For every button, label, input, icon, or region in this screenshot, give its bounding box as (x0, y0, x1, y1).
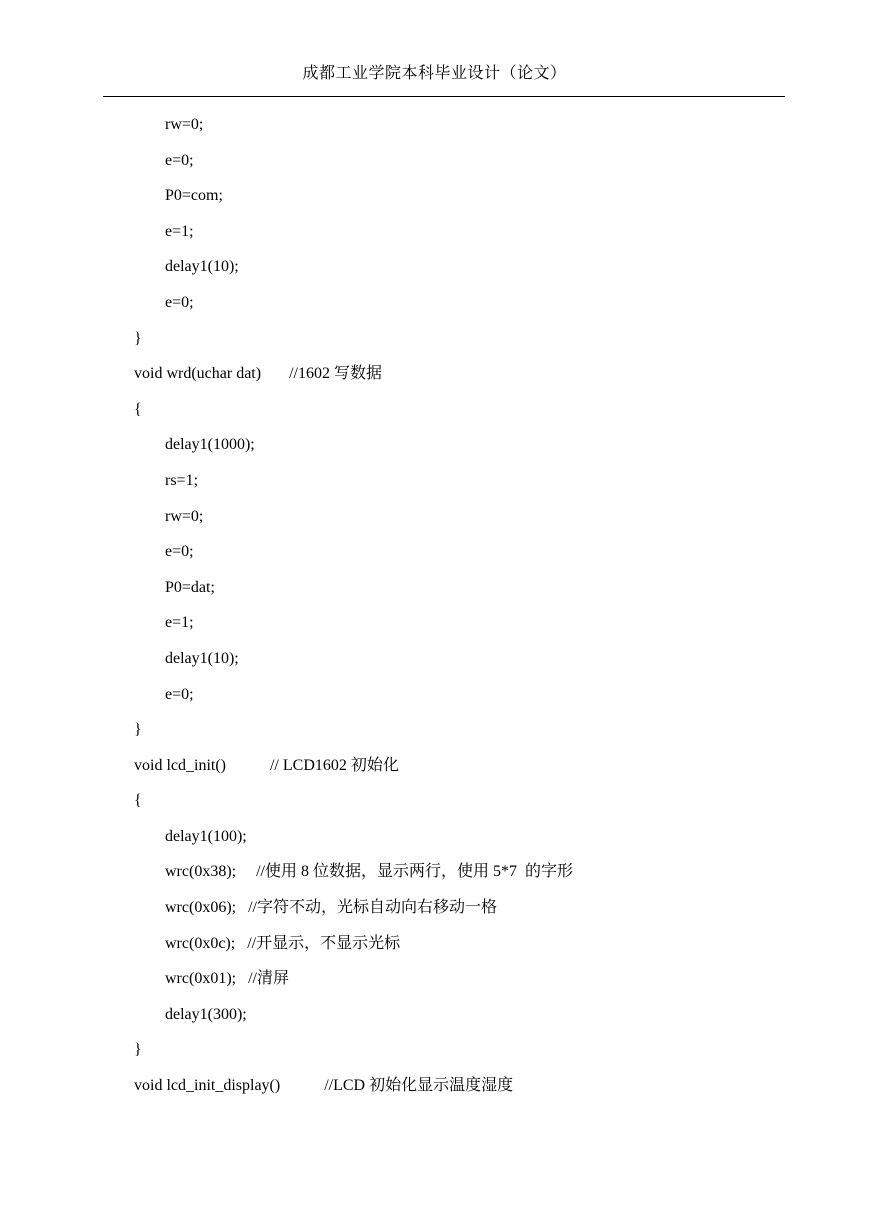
code-line-text: } (134, 721, 142, 739)
code-line (0, 249, 869, 285)
code-line-text: wrc(0x06); //字符不动，光标自动向右移动一格 (165, 899, 497, 917)
code-line (0, 677, 869, 713)
code-line (0, 463, 869, 499)
code-line-text: e=1; (165, 222, 194, 240)
code-line-text: void wrd(uchar dat) //1602 写数据 (134, 365, 382, 383)
code-listing (0, 107, 869, 1104)
code-line-text: e=0; (165, 151, 194, 169)
code-line-text: e=0; (165, 685, 194, 703)
code-line-text: rs=1; (165, 471, 199, 489)
code-line (0, 641, 869, 677)
code-line (0, 178, 869, 214)
code-line (0, 285, 869, 321)
code-line-text: wrc(0x0c); //开显示，不显示光标 (165, 934, 401, 952)
code-line (0, 214, 869, 250)
code-line (0, 427, 869, 463)
code-line-text: e=0; (165, 543, 194, 561)
code-line (0, 783, 869, 819)
code-line (0, 534, 869, 570)
page-header-title: 成都工业学院本科毕业设计（论文） (302, 63, 567, 82)
code-line-text: delay1(300); (165, 1005, 247, 1023)
code-line (0, 819, 869, 855)
code-line (0, 890, 869, 926)
code-line (0, 1032, 869, 1068)
code-line (0, 748, 869, 784)
code-line-text: delay1(1000); (165, 436, 255, 454)
code-line-text: P0=com; (165, 187, 223, 205)
code-line (0, 854, 869, 890)
code-line (0, 356, 869, 392)
code-line (0, 107, 869, 143)
code-line (0, 143, 869, 179)
code-line-text: } (134, 329, 142, 347)
header-divider (103, 96, 785, 97)
code-line-text: e=0; (165, 293, 194, 311)
code-line-text: void lcd_init() // LCD1602 初始化 (134, 756, 399, 774)
code-line-text: } (134, 1041, 142, 1059)
code-line-text: rw=0; (165, 507, 204, 525)
code-line (0, 926, 869, 962)
code-line (0, 321, 869, 357)
code-line-text: rw=0; (165, 116, 204, 133)
code-line-text: { (134, 792, 142, 810)
code-line-text: wrc(0x38); //使用 8 位数据，显示两行，使用 5*7 的字形 (165, 863, 573, 881)
code-line (0, 499, 869, 535)
code-line-text: delay1(10); (165, 258, 239, 276)
code-line-text: wrc(0x01); //清屏 (165, 970, 289, 988)
code-line-text: void lcd_init_display() //LCD 初始化显示温度湿度 (134, 1077, 514, 1095)
code-line (0, 997, 869, 1033)
code-line-text: { (134, 400, 142, 418)
code-line-text: P0=dat; (165, 578, 215, 596)
code-line-text: delay1(100); (165, 827, 247, 845)
code-line-text: delay1(10); (165, 649, 239, 667)
code-line (0, 392, 869, 428)
code-line (0, 961, 869, 997)
code-line-text: e=1; (165, 614, 194, 632)
code-line (0, 605, 869, 641)
code-line (0, 570, 869, 606)
code-line (0, 1068, 869, 1104)
code-line (0, 712, 869, 748)
